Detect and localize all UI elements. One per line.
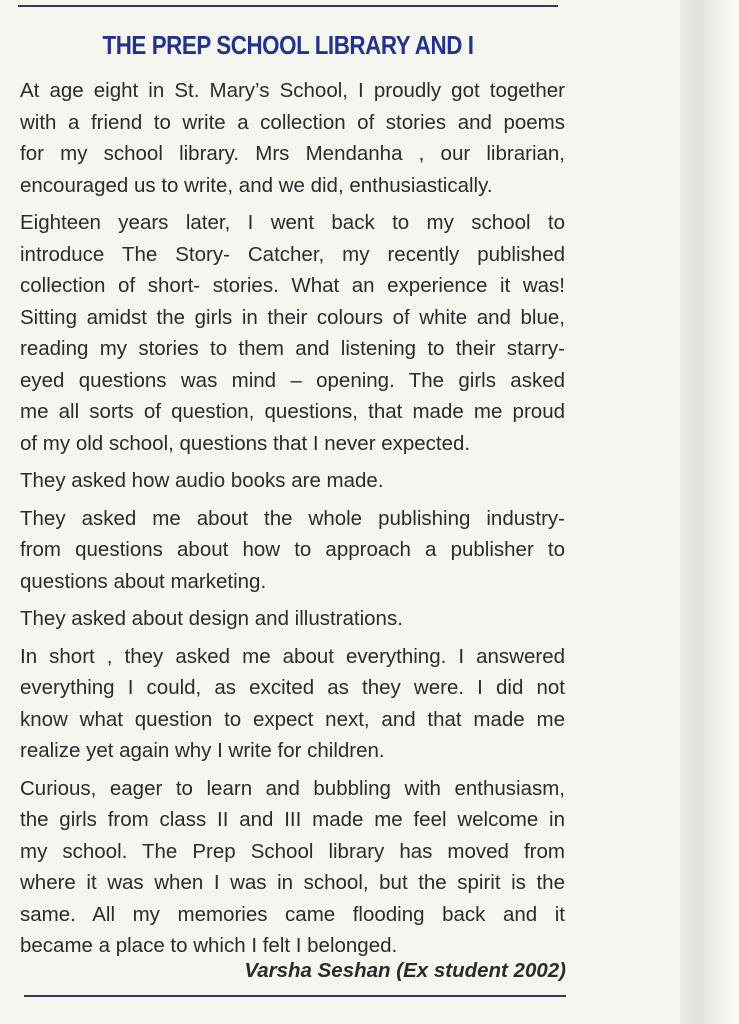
text-line: They asked how audio books are made. bbox=[20, 469, 384, 492]
text-line: know what question to expect next, and that made me bbox=[20, 707, 565, 731]
text-line: became a place to which I felt I belonged. bbox=[20, 934, 398, 957]
text-line: from questions about how to approach a publisher to bbox=[20, 538, 565, 561]
page-gutter bbox=[680, 0, 739, 1024]
text-line: encouraged us to write, and we did, enthusiastically. bbox=[20, 173, 493, 197]
text-line: same. All my memories came flooding back and it bbox=[20, 902, 565, 926]
article-title: THE PREP SCHOOL LIBRARY AND I bbox=[102, 30, 474, 60]
paragraph-3 bbox=[20, 465, 565, 497]
text-line: Sitting amidst the girls in their colours of white and blue, bbox=[20, 305, 565, 329]
paragraph-1 bbox=[20, 75, 565, 201]
text-line: where it was when I was in school, but the spirit is the bbox=[20, 871, 565, 894]
top-divider bbox=[18, 5, 558, 7]
text-line: reading my stories to them and listening to their starry- bbox=[20, 337, 565, 360]
text-line: of my old school, questions that I never expected. bbox=[20, 431, 471, 455]
author-signature: Varsha Seshan (Ex student 2002) bbox=[244, 959, 566, 982]
text-line: They asked about design and illustrations. bbox=[20, 607, 403, 630]
article-body bbox=[20, 75, 565, 968]
text-line: everything I could, as excited as they were. I did not bbox=[20, 676, 565, 699]
paragraph-5 bbox=[20, 603, 565, 635]
text-line: the girls from class II and III made me feel welcome in bbox=[20, 808, 565, 831]
text-line: my school. The Prep School library has moved from bbox=[20, 839, 565, 863]
text-line: At age eight in St. Mary’s School, I proudly got together bbox=[20, 79, 565, 102]
text-line: for my school library. Mrs Mendanha , our librarian, bbox=[20, 142, 565, 165]
text-line: realize yet again why I write for children. bbox=[20, 739, 385, 762]
paragraph-6 bbox=[20, 641, 565, 767]
text-line: eyed questions was mind – opening. The girls asked bbox=[20, 368, 565, 392]
paragraph-4 bbox=[20, 503, 565, 598]
text-line: Curious, eager to learn and bubbling with enthusiasm, bbox=[20, 776, 565, 800]
text-line: introduce The Story- Catcher, my recently published bbox=[20, 242, 565, 266]
bottom-divider bbox=[24, 995, 566, 997]
text-line: Eighteen years later, I went back to my school to bbox=[20, 211, 565, 234]
text-line: collection of short- stories. What an experience it was! bbox=[20, 274, 565, 297]
text-line: with a friend to write a collection of stories and poems bbox=[20, 110, 565, 134]
paragraph-2 bbox=[20, 207, 565, 459]
text-line: me all sorts of question, questions, that made me proud bbox=[20, 400, 565, 423]
text-line: In short , they asked me about everything. I answered bbox=[20, 644, 565, 668]
paragraph-7 bbox=[20, 773, 565, 962]
text-line: They asked me about the whole publishing industry- bbox=[20, 506, 565, 530]
text-line: questions about marketing. bbox=[20, 569, 267, 593]
